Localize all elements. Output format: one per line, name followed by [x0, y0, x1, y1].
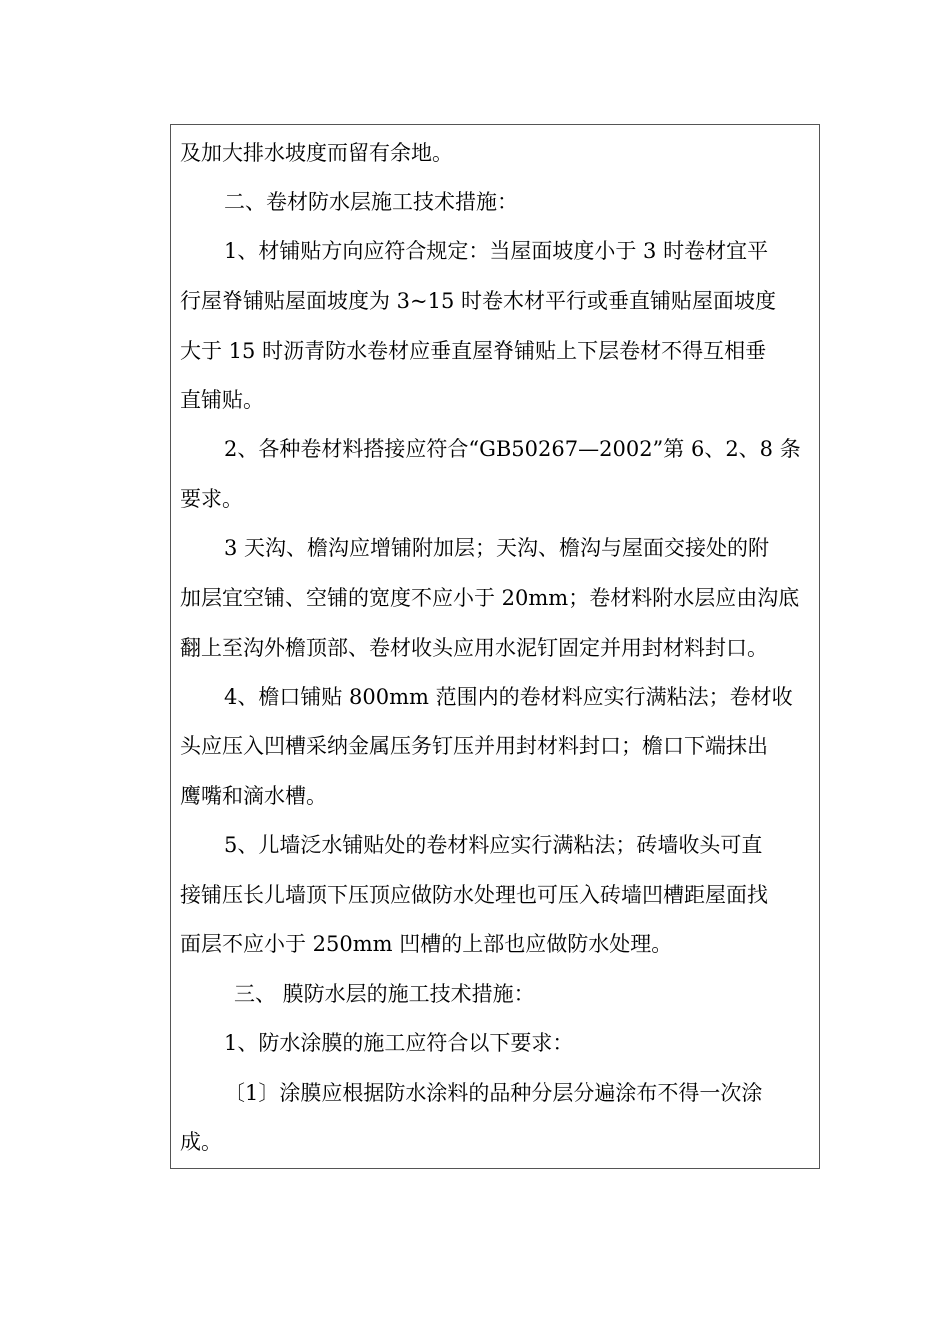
paragraph-line: 成。	[180, 1130, 222, 1154]
paragraph-line: 1、材铺贴方向应符合规定：当屋面坡度小于 3 时卷材宜平	[224, 239, 769, 263]
paragraph-line: 鹰嘴和滴水槽。	[180, 784, 327, 808]
paragraph-line: 1、防水涂膜的施工应符合以下要求：	[224, 1031, 574, 1055]
paragraph-line: 接铺压长儿墙顶下压顶应做防水处理也可压入砖墙凹槽距屋面找	[180, 883, 768, 907]
paragraph-line: 5、儿墙泛水铺贴处的卷材料应实行满粘法；砖墙收头可直	[224, 833, 763, 857]
paragraph-line: 〔1〕涂膜应根据防水涂料的品种分层分遍涂布不得一次涂	[224, 1081, 763, 1105]
paragraph-line: 头应压入凹槽采纳金属压务钉压并用封材料封口；檐口下端抹出	[180, 734, 768, 758]
section-heading: 二、卷材防水层施工技术措施：	[224, 190, 518, 214]
paragraph-line: 2、各种卷材料搭接应符合“GB50267—2002”第 6、2、8 条	[224, 437, 801, 461]
paragraph-line: 3 天沟、檐沟应增铺附加层；天沟、檐沟与屋面交接处的附	[224, 536, 770, 560]
paragraph-line: 面层不应小于 250mm 凹槽的上部也应做防水处理。	[180, 932, 673, 956]
paragraph-line: 4、檐口铺贴 800mm 范围内的卷材料应实行满粘法；卷材收	[224, 685, 793, 709]
paragraph-line: 加层宜空铺、空铺的宽度不应小于 20mm；卷材料附水层应由沟底	[180, 586, 800, 610]
text-line: 及加大排水坡度而留有余地。	[180, 141, 453, 165]
section-heading: 三、 膜防水层的施工技术措施：	[234, 982, 535, 1006]
paragraph-line: 直铺贴。	[180, 388, 264, 412]
paragraph-line: 翻上至沟外檐顶部、卷材收头应用水泥钉固定并用封材料封口。	[180, 636, 768, 660]
paragraph-line: 大于 15 时沥青防水卷材应垂直屋脊铺贴上下层卷材不得互相垂	[180, 339, 767, 363]
paragraph-line: 行屋脊铺贴屋面坡度为 3~15 时卷木材平行或垂直铺贴屋面坡度	[180, 289, 777, 313]
paragraph-line: 要求。	[180, 487, 243, 511]
